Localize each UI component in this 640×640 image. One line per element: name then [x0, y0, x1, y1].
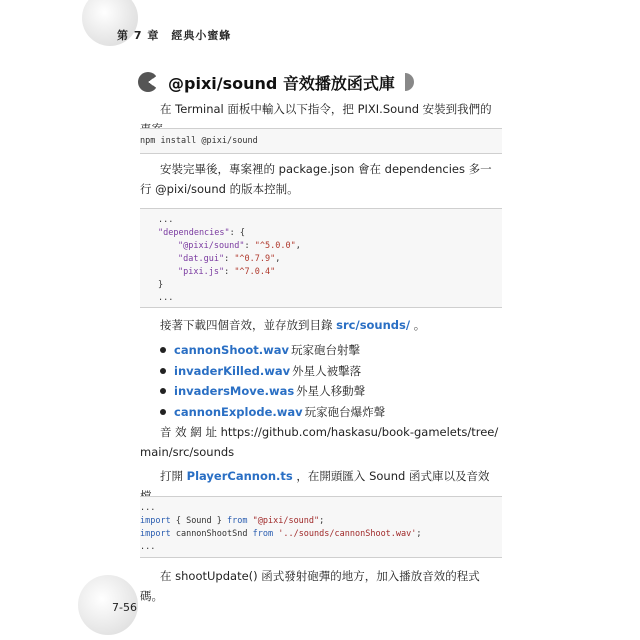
pacman-icon [138, 72, 158, 92]
code-block-import [140, 496, 502, 558]
string-literal: "@pixi/sound" [252, 516, 320, 526]
paragraph-sound-url: 音 效 網 址 https://github.com/haskasu/book-gamelets/tree/main/src/sounds [140, 425, 499, 459]
paragraph-dependencies: 安裝完畢後，專案裡的 package.json 會在 dependencies 多一行 @pixi/sound 的版本控制。 [140, 162, 492, 196]
section-heading [138, 70, 419, 94]
section-title: @pixi/sound 音效播放函式庫 [168, 73, 395, 93]
code-block-npm [140, 128, 502, 154]
paragraph-install: 在 Terminal 面板中輸入以下指令，把 PIXI.Sound 安裝到我們的 [160, 102, 492, 116]
player-cannon-filename: PlayerCannon.ts [186, 469, 293, 483]
list-item [160, 340, 502, 361]
code-text: : [224, 254, 235, 264]
keyword: import [140, 529, 171, 539]
sound-description: 外星人被擊落 [292, 363, 362, 378]
json-key: "@pixi/sound" [178, 241, 245, 251]
text: ，在開頭匯入 Sound 函式庫以及音效 [296, 469, 490, 483]
code-block-package-json [140, 208, 502, 308]
sound-description: 外星人移動聲 [296, 384, 366, 399]
json-value: "^0.7.9" [234, 254, 276, 264]
list-item [160, 361, 502, 382]
json-value: "^7.0.4" [234, 267, 276, 277]
sound-filename: invaderKilled.wav [174, 363, 291, 378]
bullet-icon [160, 409, 166, 415]
code-line [158, 253, 502, 266]
bullet-icon [160, 388, 166, 394]
sounds-path: src/sounds/ [336, 318, 411, 332]
keyword: from [227, 516, 248, 526]
sound-description: 玩家砲台射擊 [291, 343, 361, 358]
keyword: import [140, 516, 171, 526]
code-line [140, 528, 502, 541]
paragraph-download [160, 315, 502, 335]
sound-filename: cannonShoot.wav [174, 343, 290, 358]
json-key: "dependencies" [158, 228, 230, 238]
page-number: 7-56 [112, 601, 137, 614]
json-key: "pixi.js" [178, 267, 225, 277]
sound-file-list [160, 340, 502, 422]
code-text: ; [416, 529, 422, 539]
code-line [158, 227, 502, 240]
code-text: { Sound } [170, 516, 228, 526]
text: 接著下載四個音效，並存放到目錄 [160, 318, 337, 332]
half-circle-icon [405, 73, 419, 91]
text: 。 [410, 318, 426, 332]
sound-filename: invadersMove.was [174, 384, 295, 399]
keyword: from [252, 529, 274, 539]
code-line [158, 240, 502, 253]
code-text: : [224, 267, 235, 277]
list-item [160, 381, 502, 402]
bullet-icon [160, 368, 166, 374]
code-text: , [275, 254, 281, 264]
sound-description: 玩家砲台爆炸聲 [304, 404, 386, 419]
code-line: } [158, 280, 164, 290]
code-line: ... [158, 215, 174, 225]
code-text: cannonShootSnd [170, 529, 253, 539]
bullet-icon [160, 347, 166, 353]
json-key: "dat.gui" [178, 254, 225, 264]
string-literal: '../sounds/cannonShoot.wav' [278, 529, 417, 539]
text: 打開 [160, 469, 187, 483]
sound-filename: cannonExplode.wav [174, 404, 303, 419]
code-text: : { [229, 228, 246, 238]
json-value: "^5.0.0" [254, 241, 296, 251]
list-item [160, 402, 502, 423]
paragraph-shoot-update: 在 shootUpdate() 函式發射砲彈的地方，加入播放音效的程式碼。 [140, 569, 480, 603]
code-text: : [244, 241, 255, 251]
code-line [158, 266, 502, 279]
code-text: , [295, 241, 301, 251]
chapter-header: 第 7 章 經典小蜜蜂 [117, 29, 232, 42]
code-line [140, 515, 502, 528]
code-text: ; [319, 516, 325, 526]
code-line: ... [140, 542, 156, 552]
code-line: npm install @pixi/sound [140, 136, 258, 146]
code-line: ... [140, 503, 156, 513]
code-line: ... [158, 293, 174, 303]
